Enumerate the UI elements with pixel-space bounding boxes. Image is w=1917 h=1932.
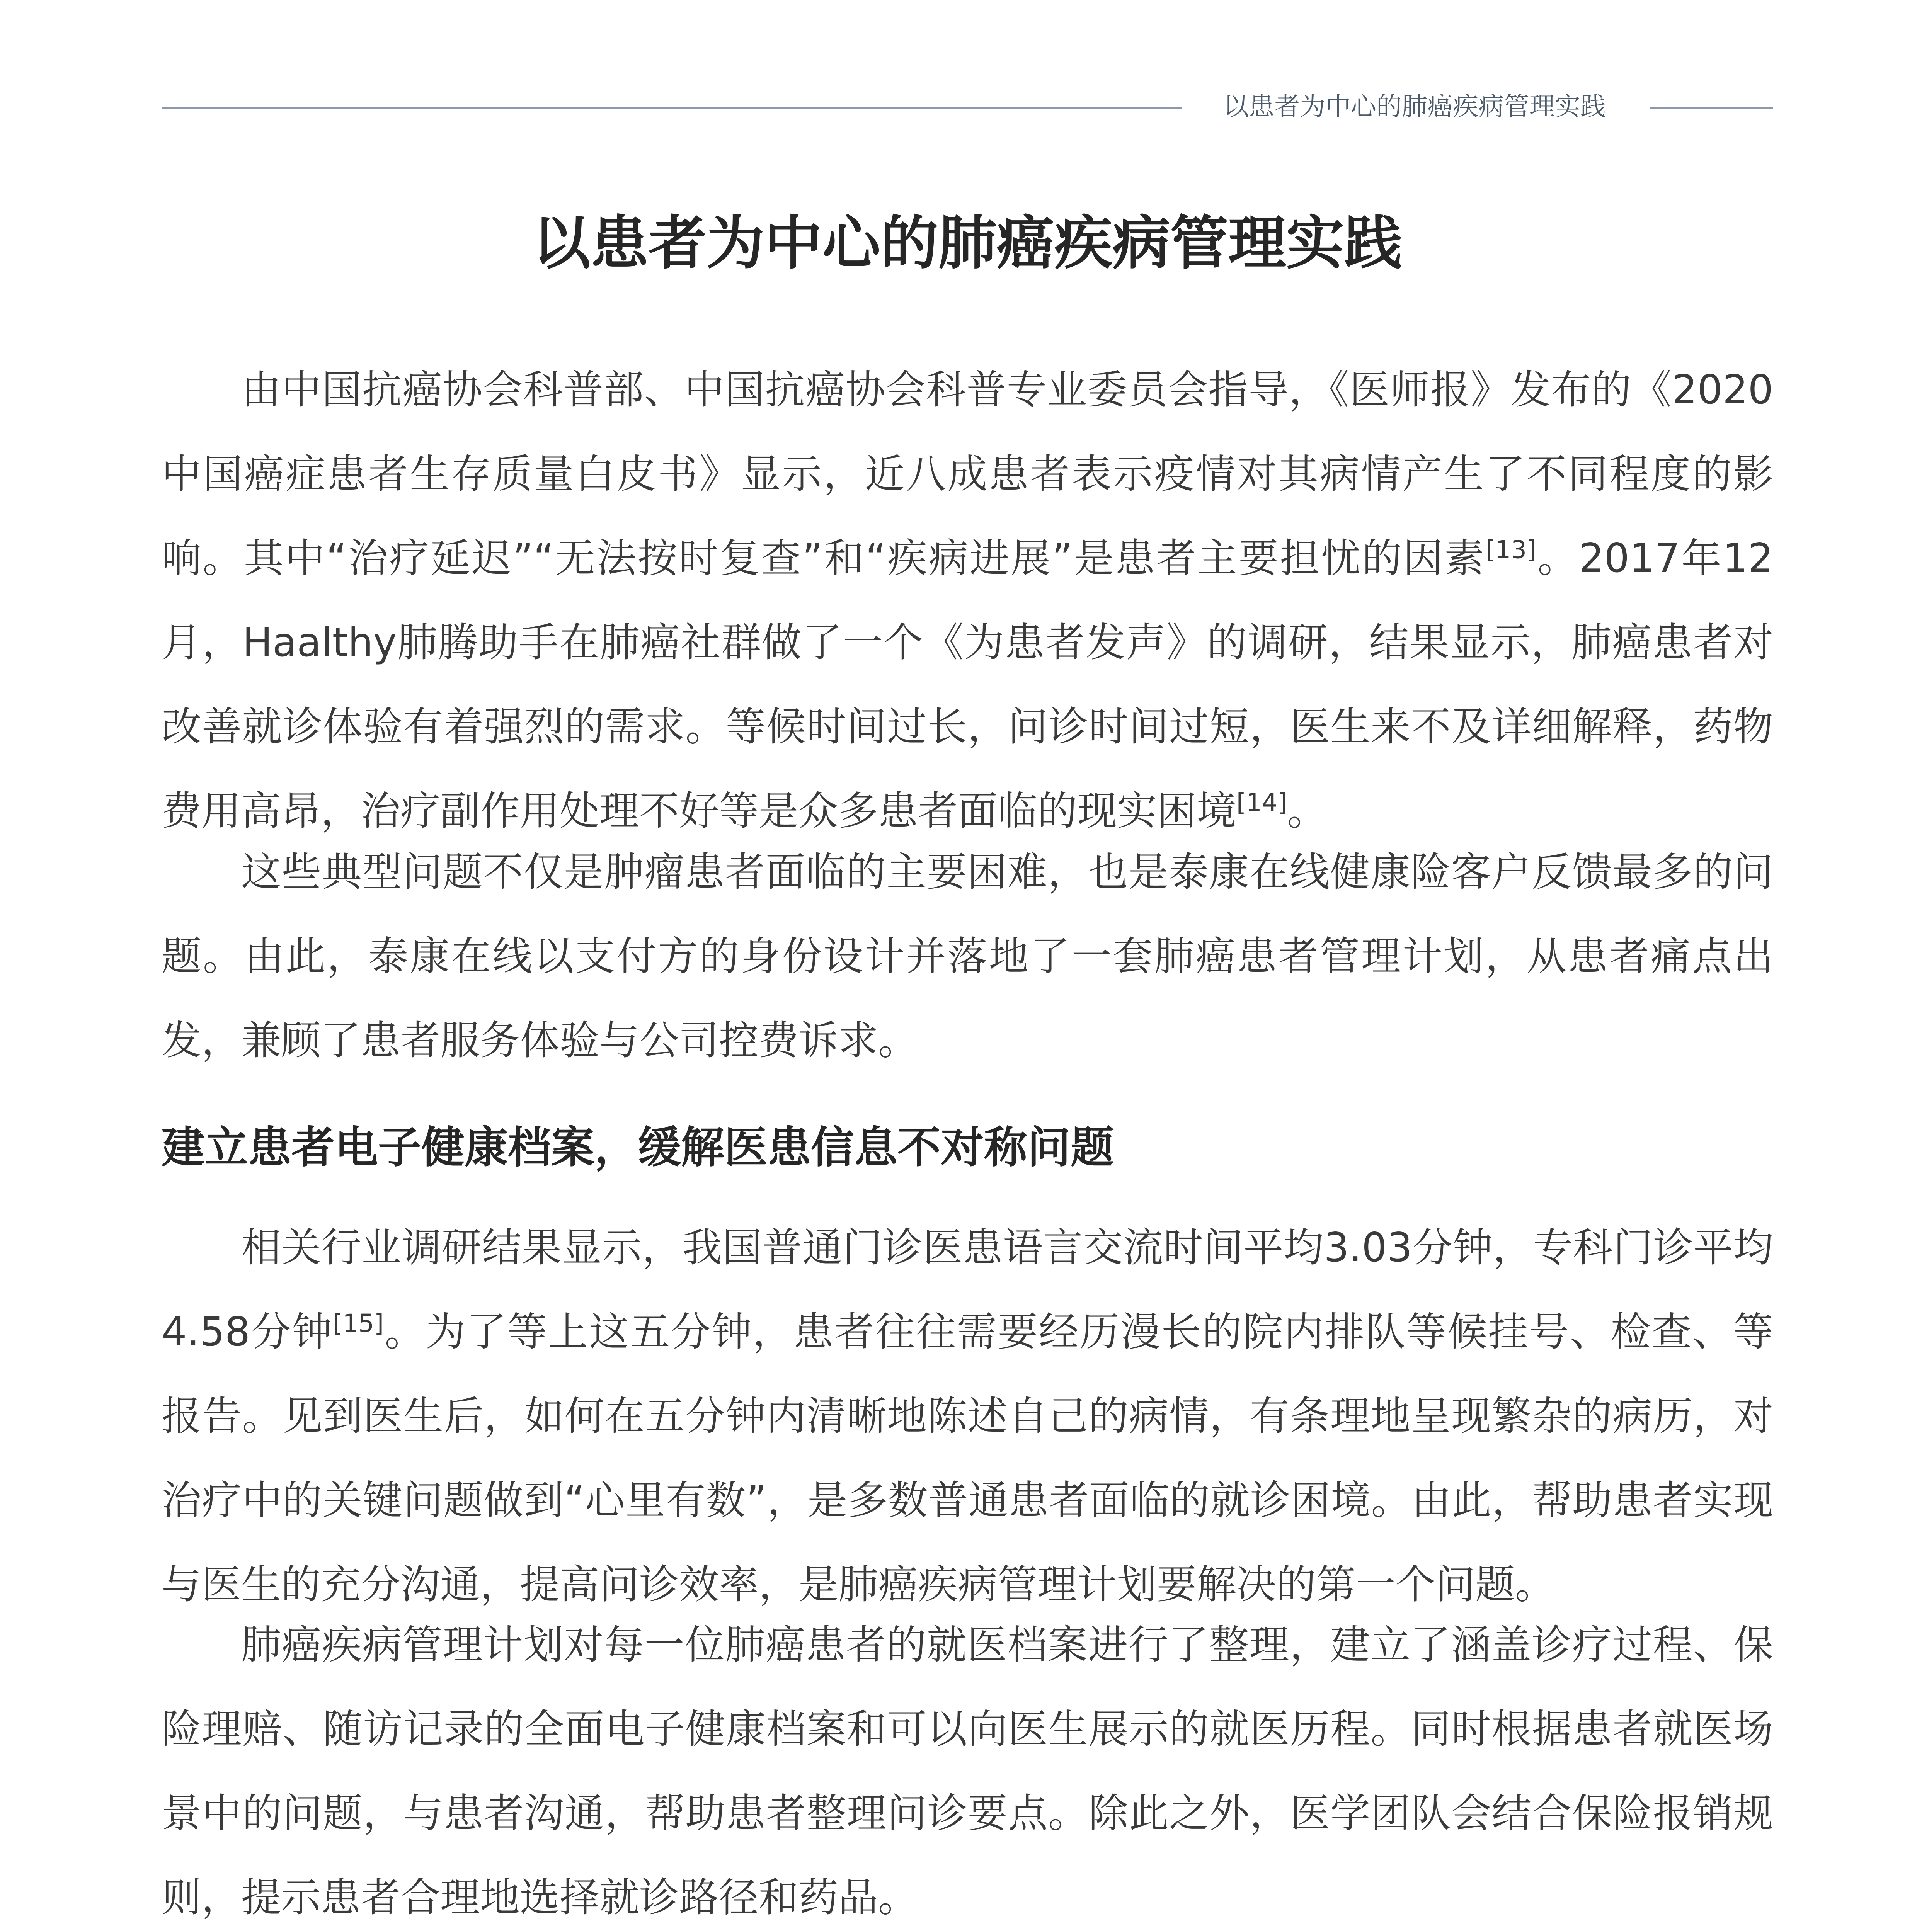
paragraph-3-text-a: 相关行业调研结果显示，我国普通门诊医患语言交流时间平均3.03分钟，专科门诊平均4.58分钟: [162, 1225, 1773, 1355]
paragraph-1-text-c: 。: [1287, 788, 1327, 834]
paragraph-4: 肺癌疾病管理计划对每一位肺癌患者的就医档案进行了整理，建立了涵盖诊疗过程、保险理赔、随访记录的全面电子健康档案和可以向医生展示的就医历程。同时根据患者就医场景中的问题，与患者沟通，帮助患者整理问诊要点。除此之外，医学团队会结合保险报销规则，提示患者合理地选择就诊路径和药品。: [162, 1622, 1773, 1921]
header-rule-right: [1650, 107, 1773, 109]
paragraph-3-text-b: 。为了等上这五分钟，患者往往需要经历漫长的院内排队等候挂号、检查、等报告。见到医生后，如何在五分钟内清晰地陈述自己的病情，有条理地呈现繁杂的病历，对治疗中的关键问题做到“心里有数”，是多数普通患者面临的就诊困境。由此，帮助患者实现与医生的充分沟通，提高问诊效率，是肺癌疾病管理计划要解决的第一个问题。: [162, 1309, 1774, 1608]
section-heading-1: 建立患者电子健康档案，缓解医患信息不对称问题: [162, 1122, 1114, 1173]
paragraph-1: [162, 348, 1773, 853]
citation-13: [13]: [1485, 536, 1536, 565]
citation-15: [15]: [333, 1309, 384, 1338]
paragraph-1-text-b: 。2017年12月，Haalthy肺腾助手在肺癌社群做了一个《为患者发声》的调研，结果显示，肺癌患者对改善就诊体验有着强烈的需求。等候时间过长，问诊时间过短，医生来不及详细解释，药物费用高昂，治疗副作用处理不好等是众多患者面临的现实困境: [162, 535, 1773, 834]
paragraph-3: [162, 1206, 1773, 1627]
paragraph-1-text-a: 由中国抗癌协会科普部、中国抗癌协会科普专业委员会指导，《医师报》发布的《2020中国癌症患者生存质量白皮书》显示，近八成患者表示疫情对其病情产生了不同程度的影响。其中“治疗延迟”“无法按时复查”和“疾病进展”是患者主要担忧的因素: [162, 367, 1773, 582]
header-rule-left: [162, 107, 1182, 109]
citation-14: [14]: [1236, 788, 1287, 817]
paragraph-5: [162, 1923, 1773, 1932]
running-header: 以患者为中心的肺癌疾病管理实践: [1223, 92, 1606, 121]
page-title: 以患者为中心的肺癌疾病管理实践: [532, 210, 1402, 277]
paragraph-2: 这些典型问题不仅是肿瘤患者面临的主要困难，也是泰康在线健康险客户反馈最多的问题。由此，泰康在线以支付方的身份设计并落地了一套肺癌患者管理计划，从患者痛点出发，兼顾了患者服务体验与公司控费诉求。: [162, 849, 1773, 1064]
